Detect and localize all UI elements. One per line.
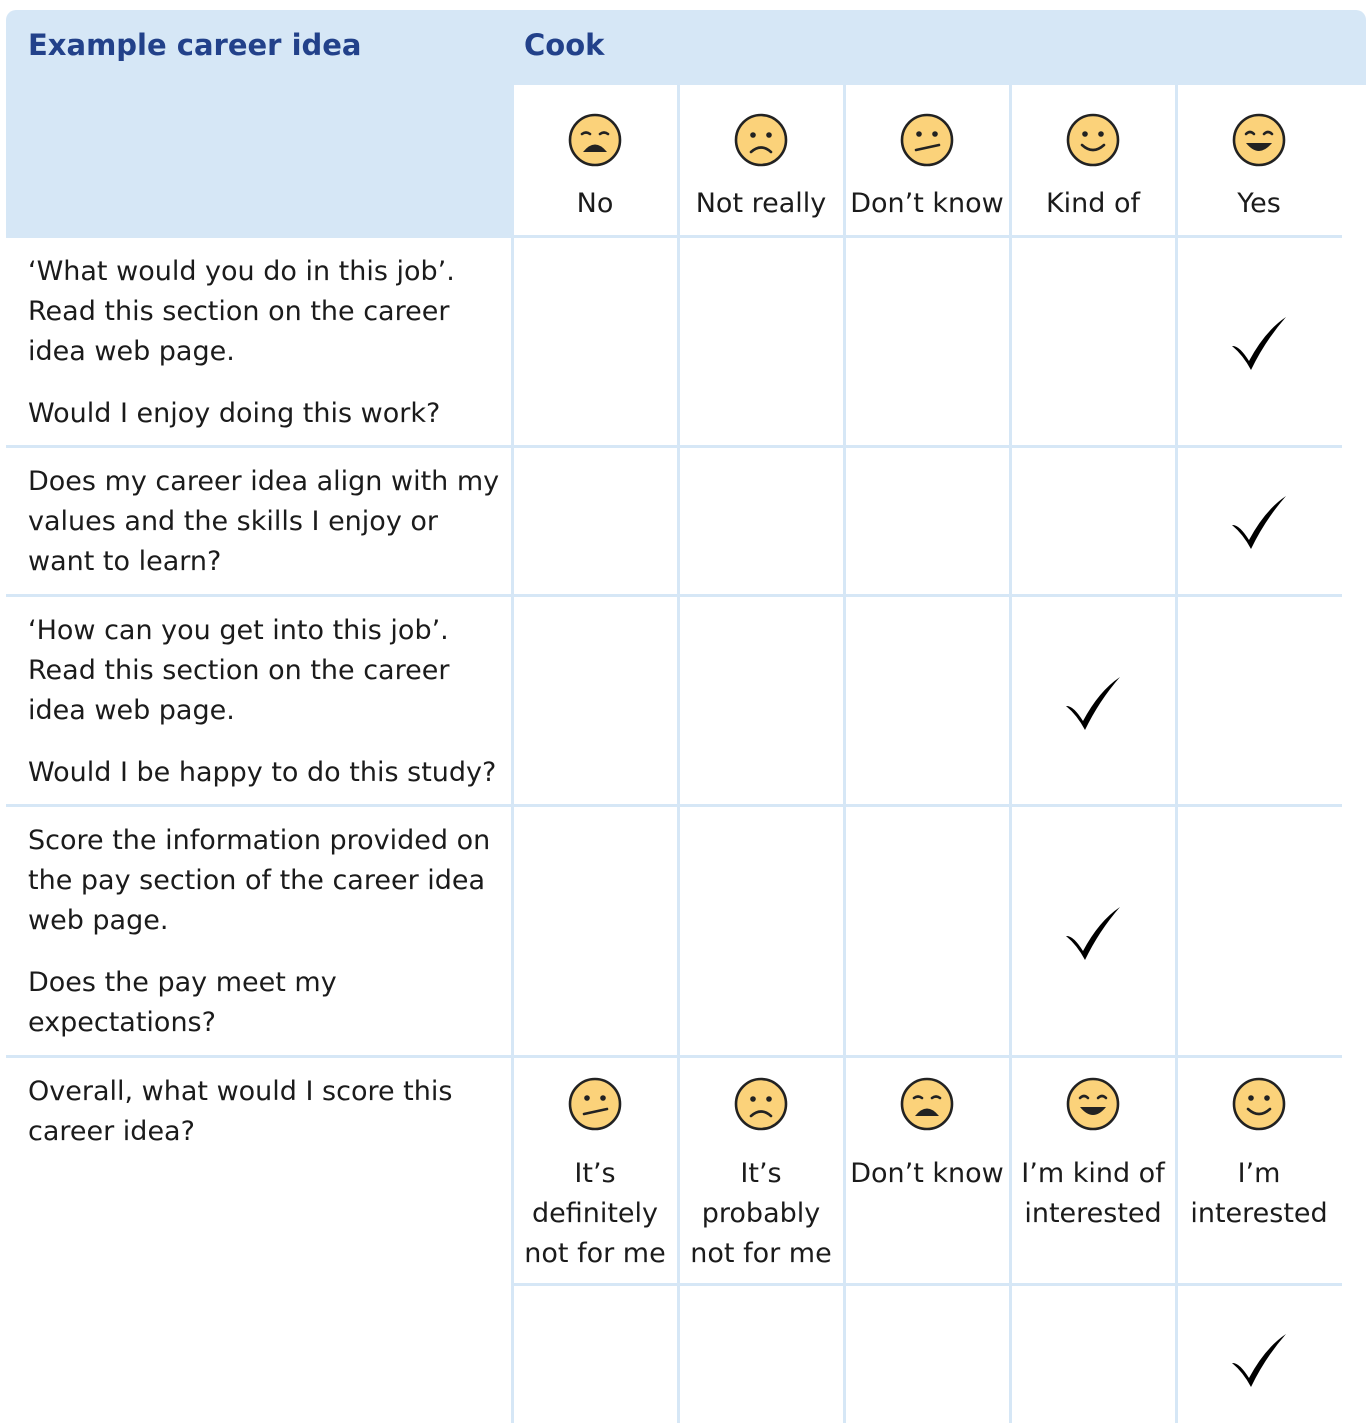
- dont-know-face-icon: [567, 1076, 623, 1132]
- not-really-face-icon: [733, 1076, 789, 1132]
- scale-header-kind-of: [1011, 86, 1175, 236]
- question-text: ‘What would you do in this job’. Read this section on the career idea web page.: [28, 256, 455, 367]
- checkmark-icon: [1063, 903, 1123, 963]
- overall-option-label: I’m interested: [1190, 1158, 1328, 1229]
- scale-label: No: [576, 188, 614, 219]
- overall-option-label: It’s definitely not for me: [524, 1158, 666, 1269]
- question-prompt: Does the pay meet my expectations?: [28, 967, 337, 1038]
- question-2: [28, 462, 510, 582]
- checkmark-icon: [1063, 673, 1123, 733]
- kind-of-face-icon: [1065, 112, 1121, 168]
- overall-option-label: I’m kind of interested: [1021, 1158, 1165, 1229]
- grid-line: [6, 594, 1342, 597]
- not-really-face-icon: [733, 112, 789, 168]
- question-3: [28, 611, 510, 793]
- question-text: Overall, what would I score this career idea?: [28, 1076, 453, 1147]
- overall-option-dont-know: [845, 1060, 1009, 1285]
- checkmark-icon: [1229, 1330, 1289, 1390]
- scale-label: Don’t know: [850, 188, 1004, 219]
- scale-header-no: [513, 86, 677, 236]
- question-prompt: Would I enjoy doing this work?: [28, 398, 441, 429]
- overall-option-label: Don’t know: [850, 1158, 1004, 1189]
- overall-option-kind-of-interested: [1011, 1060, 1175, 1285]
- no-face-icon: [567, 112, 623, 168]
- grid-line: [6, 804, 1342, 807]
- yes-face-icon: [1231, 112, 1287, 168]
- checkmark-icon: [1229, 313, 1289, 373]
- example-career-label: Example career idea: [28, 28, 362, 62]
- question-text: Score the information provided on the pay section of the career idea web page.: [28, 825, 491, 936]
- table-header-left-cell: [6, 85, 512, 237]
- question-text: Does my career idea align with my values and the skills I enjoy or want to learn?: [28, 466, 500, 577]
- checkmark-icon: [1229, 492, 1289, 552]
- no-face-icon: [899, 1076, 955, 1132]
- overall-option-probably-not: [679, 1060, 843, 1285]
- scale-header-yes: [1177, 86, 1341, 236]
- scale-label: Yes: [1237, 188, 1281, 219]
- kind-of-face-icon: [1231, 1076, 1287, 1132]
- scale-label: Not really: [695, 188, 827, 219]
- scale-header-dont-know: [845, 86, 1009, 236]
- scale-header-not-really: [679, 86, 843, 236]
- question-1: [28, 252, 510, 434]
- career-title: Cook: [524, 28, 605, 62]
- overall-option-label: It’s probably not for me: [690, 1158, 832, 1269]
- overall-question: [28, 1072, 510, 1152]
- overall-option-interested: [1177, 1060, 1341, 1285]
- question-text: ‘How can you get into this job’. Read this section on the career idea web page.: [28, 615, 450, 726]
- question-4: [28, 821, 510, 1043]
- question-prompt: Would I be happy to do this study?: [28, 757, 497, 788]
- yes-face-icon: [1065, 1076, 1121, 1132]
- scale-label: Kind of: [1045, 188, 1141, 219]
- dont-know-face-icon: [899, 112, 955, 168]
- grid-line: [6, 1055, 1342, 1058]
- overall-option-definitely-not: [513, 1060, 677, 1285]
- grid-line: [6, 445, 1342, 448]
